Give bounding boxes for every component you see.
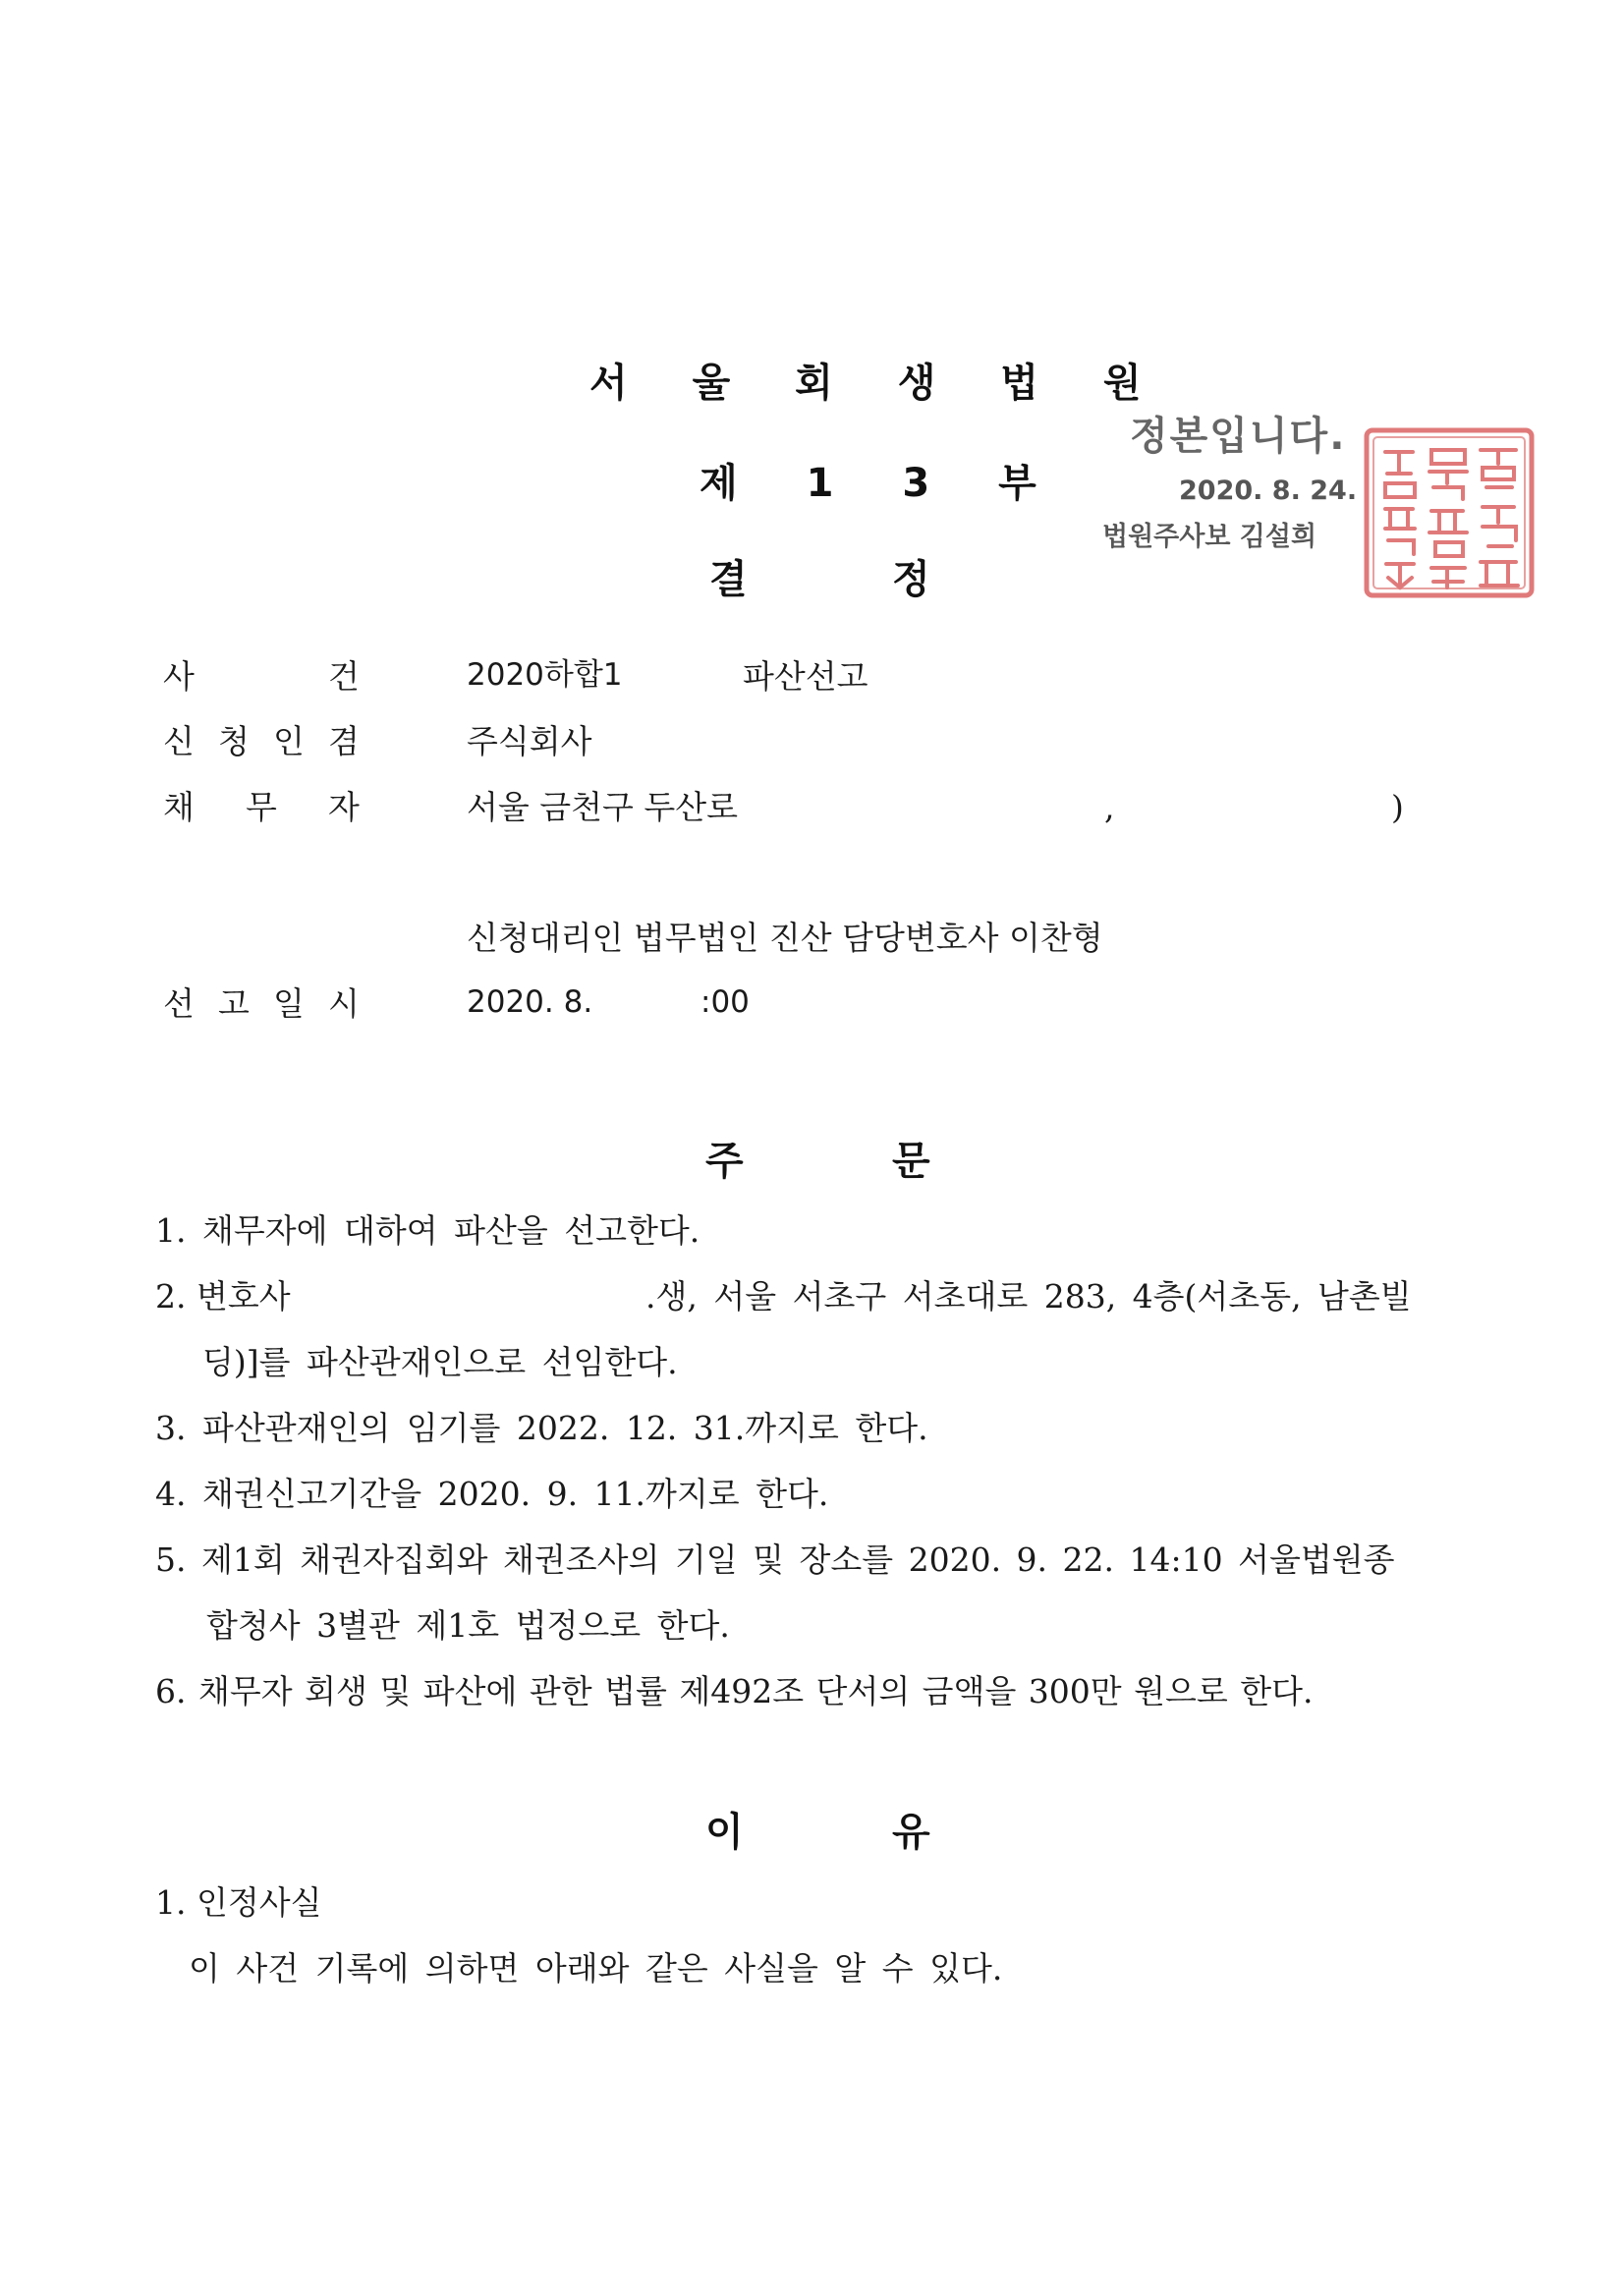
decision-title-right: 정 bbox=[892, 557, 930, 602]
debtor-label-3: 자 bbox=[328, 788, 360, 826]
date-label-2: 고 bbox=[218, 984, 250, 1023]
order-item-1: 1. 채무자에 대하여 파산을 선고한다. bbox=[155, 1211, 700, 1250]
order-item-6: 6. 채무자 회생 및 파산에 관한 법률 제492조 단서의 금액을 300만 원으로 한다. bbox=[155, 1672, 1314, 1710]
order-heading-right: 문 bbox=[892, 1139, 930, 1184]
applicant-label-2: 청 bbox=[218, 722, 250, 760]
order-item-2a: 2. 변호사 bbox=[155, 1277, 291, 1316]
case-label-2: 건 bbox=[328, 657, 360, 696]
reasons-heading-right: 유 bbox=[892, 1810, 930, 1855]
case-label-1: 사 bbox=[163, 657, 195, 696]
certified-clerk: 법원주사보 김설희 bbox=[1102, 522, 1317, 552]
applicant-label-4: 겸 bbox=[328, 722, 360, 760]
certified-date: 2020. 8. 24. bbox=[1179, 476, 1358, 506]
order-item-5b: 합청사 3별관 제1호 법정으로 한다. bbox=[206, 1606, 730, 1645]
reasons-item-1: 1. 인정사실 bbox=[155, 1883, 322, 1922]
applicant-value: 주식회사 bbox=[467, 722, 592, 760]
debtor-address: 서울 금천구 두산로 bbox=[467, 788, 739, 826]
debtor-address-comma: , bbox=[1104, 788, 1115, 826]
case-number: 2020하합1 bbox=[467, 657, 623, 693]
order-item-4: 4. 채권신고기간을 2020. 9. 11.까지로 한다. bbox=[155, 1475, 829, 1513]
debtor-label-1: 채 bbox=[163, 788, 195, 826]
decision-title-left: 결 bbox=[709, 557, 748, 602]
order-item-2b: .생, 서울 서초구 서초대로 283, 4층(서초동, 남촌빌 bbox=[645, 1277, 1412, 1316]
date-label-3: 일 bbox=[273, 984, 305, 1023]
division-name: 제 1 3 부 bbox=[700, 461, 1064, 506]
date-label-4: 시 bbox=[328, 984, 360, 1023]
court-seal-stamp bbox=[1361, 424, 1538, 601]
order-item-5a: 5. 제1회 채권자집회와 채권조사의 기일 및 장소를 2020. 9. 22. 14:10 서울법원종 bbox=[155, 1540, 1395, 1579]
applicant-agent: 신청대리인 법무법인 진산 담당변호사 이찬형 bbox=[467, 919, 1103, 957]
case-name: 파산선고 bbox=[743, 657, 868, 696]
applicant-label-1: 신 bbox=[163, 722, 195, 760]
sentence-time: :00 bbox=[700, 984, 750, 1020]
order-item-3: 3. 파산관재인의 임기를 2022. 12. 31.까지로 한다. bbox=[155, 1409, 928, 1447]
order-heading-left: 주 bbox=[705, 1139, 744, 1184]
applicant-label-3: 인 bbox=[273, 722, 305, 760]
court-name: 서 울 회 생 법 원 bbox=[589, 361, 1167, 406]
reasons-heading-left: 이 bbox=[705, 1810, 744, 1855]
reasons-item-1-text: 이 사건 기록에 의하면 아래와 같은 사실을 알 수 있다. bbox=[189, 1949, 1003, 1988]
debtor-address-paren: ) bbox=[1391, 788, 1404, 826]
certified-copy-title: 정본입니다. bbox=[1130, 414, 1347, 459]
debtor-label-2: 무 bbox=[246, 788, 277, 826]
date-label-1: 선 bbox=[163, 984, 195, 1023]
sentence-date: 2020. 8. bbox=[467, 984, 593, 1020]
order-item-2c: 딩)]를 파산관재인으로 선임한다. bbox=[202, 1343, 678, 1381]
